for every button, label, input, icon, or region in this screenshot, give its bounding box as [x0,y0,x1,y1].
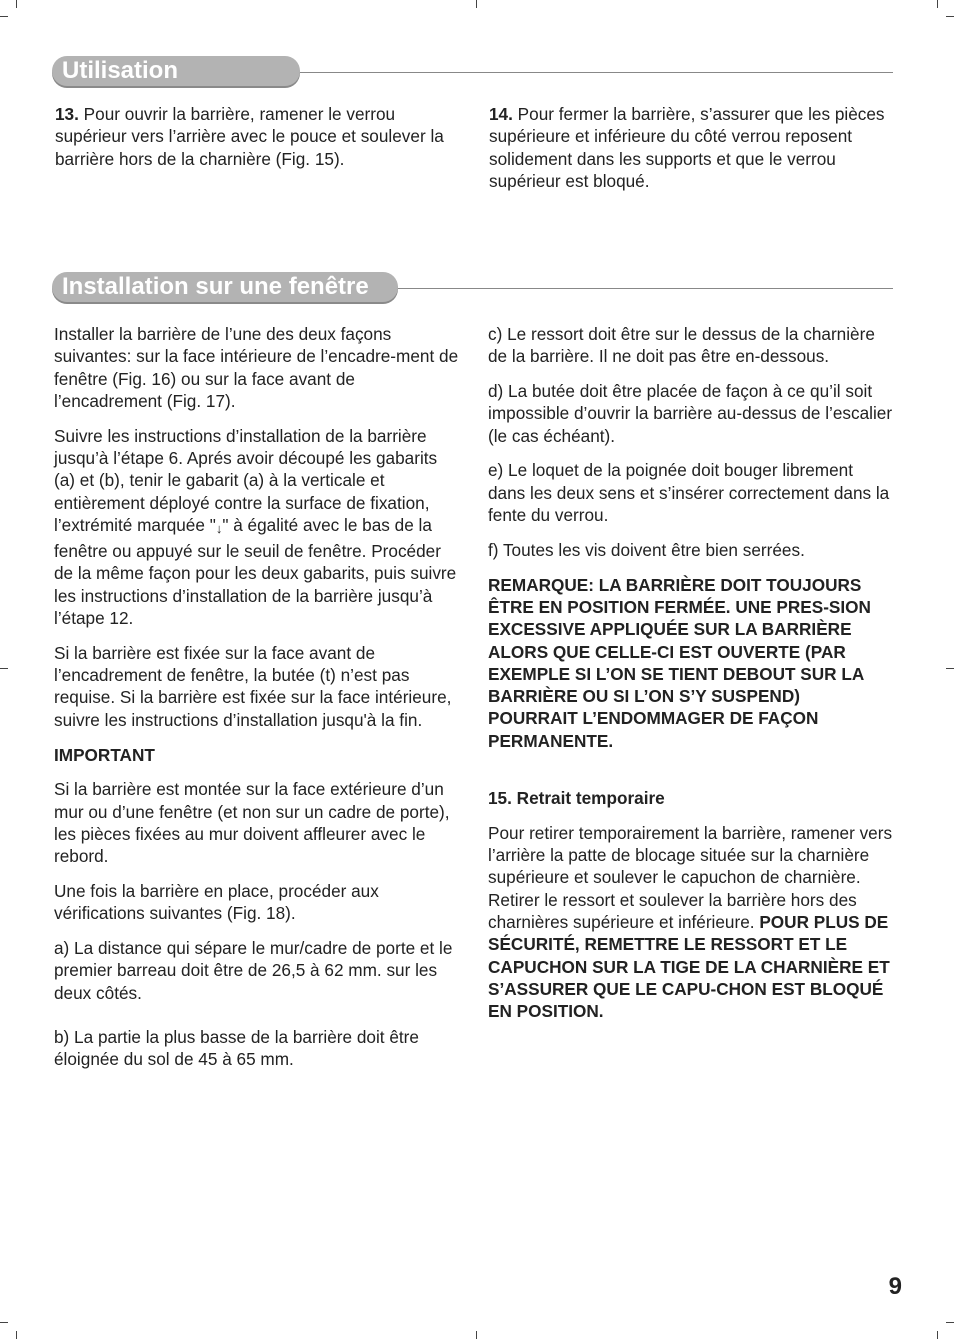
step-number: 13. [55,104,79,124]
crop-mark [946,1322,954,1323]
important-heading: IMPORTANT [54,744,155,765]
paragraph-text: Suivre les instructions d’installation de la barrière jusqu’à l’étape 6. Aprés avoir découpé les gabarits (a) et (b), tenir le gabarit (a) à la verticale et entièrement déployé contre la surface de fixation, l’extrémité marquée " [54,425,438,535]
crop-mark [937,0,938,8]
crop-mark [946,668,954,669]
section-rule [300,72,893,73]
installation-left-column [54,323,460,1083]
step-number: 14. [489,104,513,124]
remarque-warning: REMARQUE: LA BARRIÈRE DOIT TOUJOURS ÊTRE EN POSITION FERMÉE. UNE PRES-SION EXCESSIVE APPLIQUÉE SUR LA BARRIÈRE ALORS QUE CELLE-CI EST OUVERTE (PAR EXEMPLE SI L’ON SE TIENT DEBOUT SUR LA BARRIÈRE OU SI L’ON S’Y SUSPEND) POURRAIT L’ENDOMMAGER DE FAÇON PERMANENTE. [488,574,871,751]
utilisation-step-14 [489,103,894,205]
section-title: Installation sur une fenêtre [52,272,398,302]
step-text: Pour ouvrir la barrière, ramener le verrou supérieur vers l’arrière avec le pouce et soulever la barrière hors de la charnière (Fig. 15). [55,104,444,169]
paragraph: Si la barrière est fixée sur la face avant de l’encadrement de fenêtre, la butée (t) n’est pas requise. Si la barrière est fixée sur la face intérieure, suivre les instructions d’installation jusqu'à la fin. [54,642,452,730]
retrait-heading: 15. Retrait temporaire [488,788,665,809]
crop-mark [476,0,477,8]
check-item-d: d) La butée doit être placée de façon à ce qu’il soit impossible d’ouvrir la barrière au-dessus de l’escalier (le cas échéant). [488,381,893,446]
crop-mark [16,0,17,8]
check-item-f: f) Toutes les vis doivent être bien serrées. [488,539,805,560]
installation-right-column [488,323,894,1035]
page-number: 9 [888,1273,902,1300]
retrait-paragraph [488,822,894,1023]
section-header-utilisation [52,56,893,88]
paragraph: Installer la barrière de l’une des deux façons suivantes: sur la face intérieure de l’encadre-ment de fenêtre (Fig. 16) ou sur la face avant de l’encadrement (Fig. 17). [54,324,459,411]
paragraph: Une fois la barrière en place, procéder aux vérifications suivantes (Fig. 18). [54,881,379,924]
paragraph: Si la barrière est montée sur la face extérieure d’un mur ou d’une fenêtre (et non sur un cadre de porte), les pièces fixées au mur doivent affleurer avec le rebord. [54,779,450,867]
check-item-a: a) La distance qui sépare le mur/cadre de porte et le premier barreau doit être de 26,5 à 62 mm. sur les deux côtés. [54,938,453,1003]
crop-mark [16,1331,17,1339]
section-rule [398,288,893,289]
crop-mark [0,668,8,669]
crop-mark [937,1331,938,1339]
crop-mark [946,16,954,17]
crop-mark [0,16,8,17]
check-item-c: c) Le ressort doit être sur le dessus de la charnière de la barrière. Il ne doit pas être en-dessous. [488,324,875,367]
crop-mark [0,1322,8,1323]
paragraph [54,425,460,630]
section-title: Utilisation [52,56,300,86]
crop-mark [476,1331,477,1339]
check-item-e: e) Le loquet de la poignée doit bouger librement dans les deux sens et s’insérer correctement dans la fente du verrou. [488,460,890,526]
paragraph-text: " à égalité avec le bas de la fenêtre ou appuyé sur le seuil de fenêtre. Procéder de la même façon pour les deux gabarits, puis suivre les instructions d’installation de la barrière jusqu’à l’étape 12. [54,514,457,629]
check-item-b: b) La partie la plus basse de la barrière doit être éloignée du sol de 45 à 65 mm. [54,1027,419,1070]
section-header-installation [52,272,893,304]
utilisation-step-13 [55,103,463,182]
step-text: Pour fermer la barrière, s’assurer que les pièces supérieure et inférieure du côté verrou reposent solidement dans les supports et que le verrou supérieur est bloqué. [489,104,885,191]
safety-warning: POUR PLUS DE SÉCURITÉ, REMETTRE LE RESSORT ET LE CAPUCHON SUR LA TIGE DE LA CHARNIÈRE ET S’ASSURER QUE LE CAPU-CHON EST BLOQUÉ EN POSITION. [488,912,890,1022]
arrow-down-icon: ↓ [215,520,223,536]
paragraph-text: Pour retirer temporairement la barrière, ramener vers l’arrière la patte de blocage située sur la charnière supérieure et soulever le capuchon de charnière. Retirer le ressort et soulever la barrière hors des charnières supérieure et inférieure. [488,822,893,933]
